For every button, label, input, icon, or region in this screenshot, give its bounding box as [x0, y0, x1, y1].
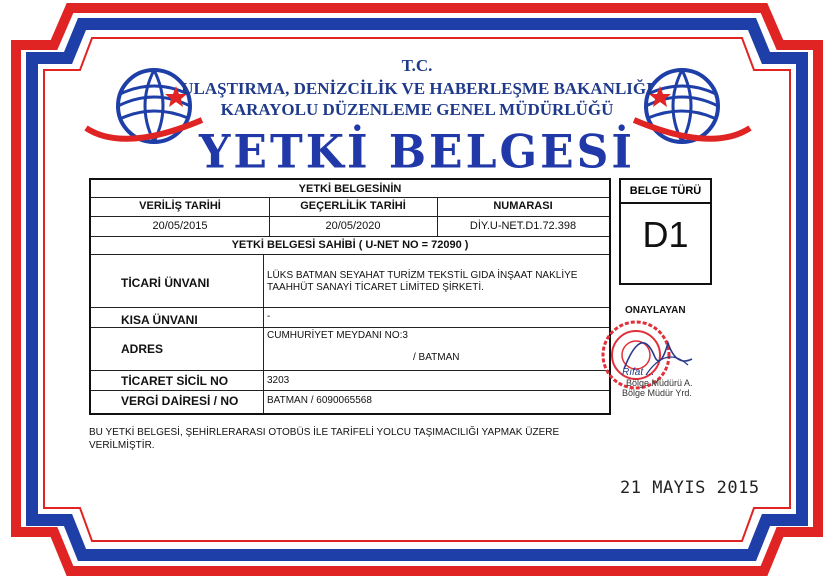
col-verilis: VERİLİŞ TARİHİ: [139, 200, 221, 212]
approver-title-1: Bölge Müdürü A.: [626, 378, 693, 388]
header-ministry: ULAŞTIRMA, DENİZCİLİK VE HABERLEŞME BAKANLIĞI: [181, 79, 653, 98]
owner-title: YETKİ BELGESİ SAHİBİ ( U-NET NO = 72090 ): [231, 239, 469, 251]
ticari-unvani-line1: LÜKS BATMAN SEYAHAT TURİZM TEKSTİL GIDA İNŞAAT NAKLİYE: [267, 270, 578, 281]
belge-turu-box: [619, 178, 712, 285]
gecerlilik-value: 20/05/2020: [325, 220, 381, 232]
certificate-table: [89, 178, 611, 415]
verilis-value: 20/05/2015: [152, 220, 208, 232]
vergi-label: VERGİ DAİRESİ / NO: [121, 394, 239, 408]
col-gecerlilik: GEÇERLİLİK TARİHİ: [300, 200, 406, 212]
kisa-unvani-value: -: [267, 311, 271, 322]
ticari-unvani-label: TİCARİ ÜNVANI: [121, 276, 210, 290]
belge-turu-value: D1: [642, 214, 689, 255]
col-numarasi: NUMARASI: [493, 200, 553, 212]
approver-name: Rıfat ...: [622, 367, 655, 378]
header-tc: T.C.: [401, 56, 433, 75]
adres-line1: CUMHURİYET MEYDANI NO:3: [267, 330, 408, 341]
document-title: YETKİ BELGESİ: [199, 125, 635, 180]
sicil-label: TİCARET SİCİL NO: [121, 374, 229, 388]
numara-value: DİY.U-NET.D1.72.398: [469, 220, 577, 232]
adres-label: ADRES: [121, 342, 164, 356]
vergi-value: BATMAN / 6090065568: [267, 395, 372, 406]
issue-date: 21 MAYIS 2015: [620, 478, 760, 498]
section-title: YETKİ BELGESİNİN: [298, 183, 402, 195]
belge-turu-label: BELGE TÜRÜ: [621, 180, 710, 204]
approval-label: ONAYLAYAN: [625, 305, 686, 316]
footer-note: BU YETKİ BELGESİ, ŞEHİRLERARASI OTOBÜS İLE TARİFELİ YOLCU TAŞIMACILIĞI YAPMAK ÜZERE VERİLMİŞTİR.: [89, 427, 560, 451]
approver-title-2: Bölge Müdür Yrd.: [622, 388, 692, 398]
header-directorate: KARAYOLU DÜZENLEME GENEL MÜDÜRLÜĞÜ: [220, 100, 614, 119]
adres-line2: / BATMAN: [413, 352, 460, 363]
kisa-unvani-label: KISA ÜNVANI: [121, 313, 198, 327]
ticari-unvani-line2: TAAHHÜT SANAYİ TİCARET LİMİTED ŞİRKETİ.: [267, 282, 484, 293]
sicil-value: 3203: [267, 375, 290, 386]
